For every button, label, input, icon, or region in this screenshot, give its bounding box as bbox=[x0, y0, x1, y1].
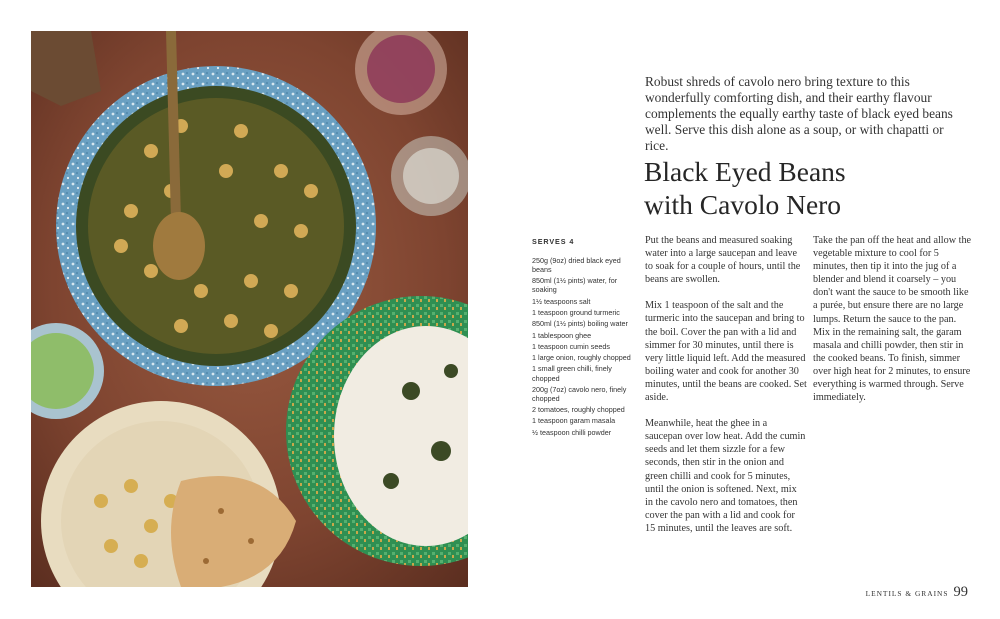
ingredient-item: 850ml (1½ pints) boiling water bbox=[532, 319, 628, 329]
ingredient-list bbox=[532, 256, 632, 437]
title-line-1: Black Eyed Beans bbox=[644, 156, 846, 187]
food-photo-illustration bbox=[31, 31, 468, 587]
method-step: Put the beans and measured soaking water into a large saucepan and leave to soak for a couple of hours, until the beans are swollen. bbox=[645, 235, 801, 286]
ingredient-item: 1 teaspoon ground turmeric bbox=[532, 308, 620, 318]
ingredients-panel bbox=[532, 237, 632, 439]
page-footer bbox=[866, 584, 968, 601]
ingredient-item: 850ml (1½ pints) water, for soaking bbox=[532, 276, 618, 295]
ingredient-item: 200g (7oz) cavolo nero, finely chopped bbox=[532, 384, 627, 403]
ingredient-item: 1 small green chilli, finely chopped bbox=[532, 364, 612, 383]
ingredient-item: 1 teaspoon cumin seeds bbox=[532, 341, 610, 351]
serves-label: SERVES 4 bbox=[532, 237, 575, 246]
section-name: LENTILS & GRAINS bbox=[865, 589, 949, 598]
intro-paragraph: Robust shreds of cavolo nero bring texture to this wonderfully comforting dish, and their earthy flavour complements the equally earthy taste of black eyed beans well. Serve this dish alone as a soup, or with chapatti or rice. bbox=[645, 74, 953, 153]
method-column-2 bbox=[813, 234, 975, 417]
ingredient-item: 1 large onion, roughly chopped bbox=[532, 353, 631, 363]
page-number: 99 bbox=[953, 584, 968, 600]
method-step: Mix 1 teaspoon of the salt and the turmeric into the saucepan and bring to the boil. Cover the pan with a lid and simmer for 30 minutes, until there is very little liquid left. Add the measured boiling water and cook for another 30 minutes, until the beans are cooked. Set aside. bbox=[645, 300, 807, 404]
method-column-1 bbox=[645, 234, 807, 548]
title-line-2: with Cavolo Nero bbox=[644, 189, 842, 220]
ingredient-item: 1 tablespoon ghee bbox=[532, 330, 592, 340]
ingredient-item: 1 teaspoon garam masala bbox=[532, 416, 616, 426]
method-step: Meanwhile, heat the ghee in a saucepan over low heat. Add the cumin seeds and let them sizzle for a few seconds, then stir in the onion and green chilli and cook for 5 minutes, until the onion is softened. Next, mix in the cavolo nero and tomatoes, then cover the pan with a lid and cook for 15 minutes, until the leaves are soft. bbox=[645, 418, 806, 534]
ingredient-item: ½ teaspoon chilli powder bbox=[532, 427, 612, 437]
ingredient-item: 2 tomatoes, roughly chopped bbox=[532, 405, 625, 415]
ingredient-item: 250g (9oz) dried black eyed beans bbox=[532, 256, 621, 275]
recipe-title bbox=[644, 155, 974, 221]
method-step: Take the pan off the heat and allow the vegetable mixture to cool for 5 minutes, then tip it into the jug of a blender and blend it coarsely – you don't want the sauce to be smooth like a purée, but ensure there are no large lumps. Return the sauce to the pan. Mix in the remaining salt, the garam masala and chilli powder, then stir in the cooked beans. To finish, simmer over high heat for 2 minutes, to ensure everything is warmed through. Serve immediately. bbox=[813, 235, 972, 404]
recipe-photo bbox=[31, 31, 468, 587]
ingredient-item: 1½ teaspoons salt bbox=[532, 296, 591, 306]
